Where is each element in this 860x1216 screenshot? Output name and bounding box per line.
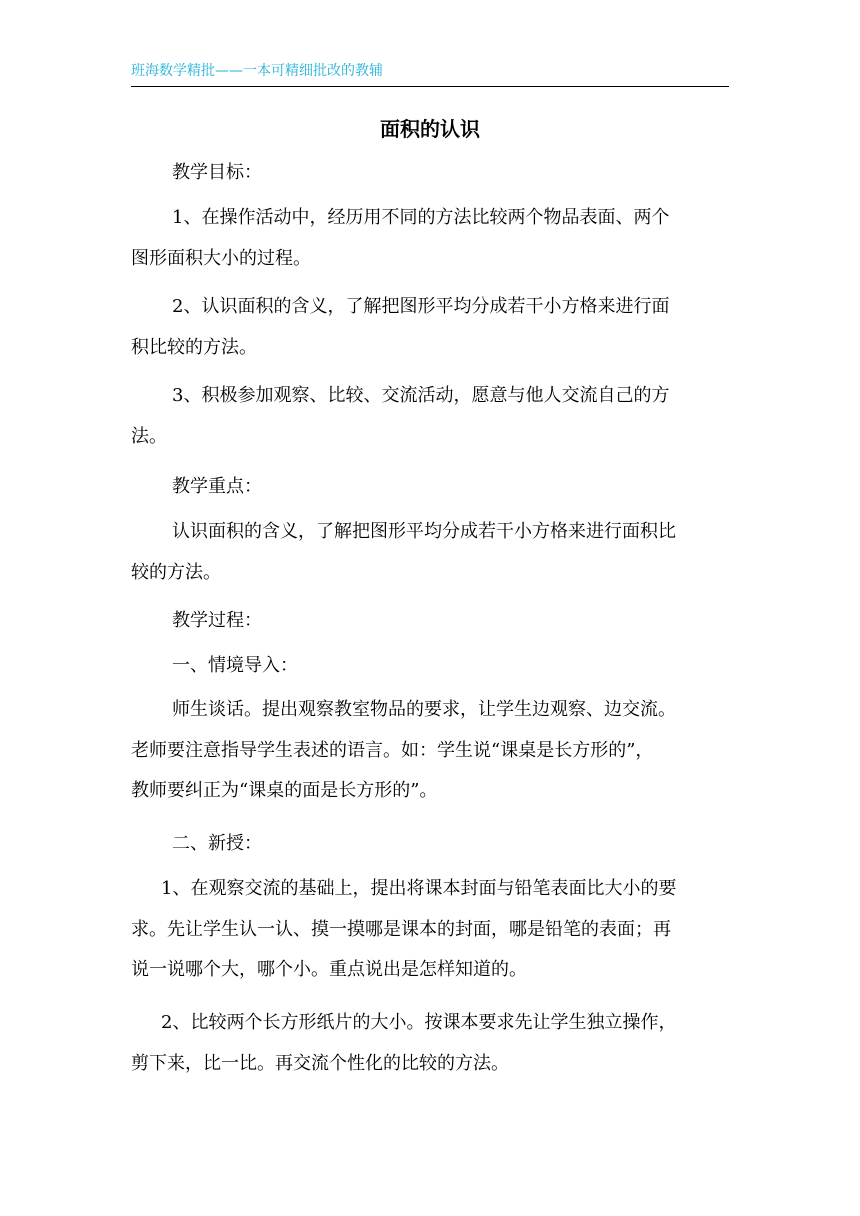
text-line: 教学目标： <box>172 162 262 183</box>
text-line: 图形面积大小的过程。 <box>131 247 311 269</box>
text-line: 一、情境导入： <box>172 655 298 676</box>
text-line: 认识面积的含义，了解把图形平均分成若干小方格来进行面积比 <box>172 521 676 542</box>
text-line: 法。 <box>131 425 167 447</box>
paragraph-section-1 <box>131 690 729 812</box>
paragraph-objective-2 <box>131 287 729 368</box>
paragraph-keypoints-heading <box>131 467 729 508</box>
paragraph-section-2-item-2 <box>131 1003 729 1084</box>
text-line: 积比较的方法。 <box>131 336 257 358</box>
text-line: 较的方法。 <box>131 561 221 583</box>
paragraph-objectives-heading <box>131 153 729 194</box>
text-line: 2、比较两个长方形纸片的大小。按课本要求先让学生独立操作， <box>161 1012 677 1033</box>
text-line: 二、新授： <box>172 833 262 854</box>
text-line: 说一说哪个大，哪个小。重点说出是怎样知道的。 <box>131 959 527 980</box>
text-line: 教学过程： <box>172 610 262 631</box>
text-line: 2、认识面积的含义，了解把图形平均分成若干小方格来进行面 <box>172 296 670 317</box>
text-line: 教学重点： <box>172 476 262 497</box>
page-header <box>131 62 729 87</box>
paragraph-section-1-heading <box>131 646 729 687</box>
document-title: 面积的认识 <box>380 117 480 141</box>
header-text: 班海数学精批——一本可精细批改的教辅 <box>131 63 383 79</box>
paragraph-keypoints <box>131 512 729 593</box>
text-line: 剪下来，比一比。再交流个性化的比较的方法。 <box>131 1052 509 1074</box>
text-line: 1、在观察交流的基础上，提出将课本封面与铅笔表面比大小的要 <box>161 878 677 899</box>
text-line: 求。先让学生认一认、摸一摸哪是课本的封面，哪是铅笔的表面；再 <box>131 918 671 940</box>
text-line: 教师要纠正为“课桌的面是长方形的”。 <box>131 780 438 801</box>
paragraph-section-2-heading <box>131 824 729 865</box>
paragraph-objective-1 <box>131 198 729 279</box>
text-line: 1、在操作活动中，经历用不同的方法比较两个物品表面、两个 <box>172 207 670 228</box>
paragraph-section-2-item-1 <box>131 869 729 991</box>
paragraph-objective-3 <box>131 376 729 457</box>
text-line: 3、积极参加观察、比较、交流活动，愿意与他人交流自己的方 <box>172 385 670 406</box>
text-line: 老师要注意指导学生表述的语言。如：学生说“课桌是长方形的”， <box>131 739 654 761</box>
paragraph-process-heading <box>131 601 729 642</box>
text-line: 师生谈话。提出观察教室物品的要求，让学生边观察、边交流。 <box>172 699 676 720</box>
